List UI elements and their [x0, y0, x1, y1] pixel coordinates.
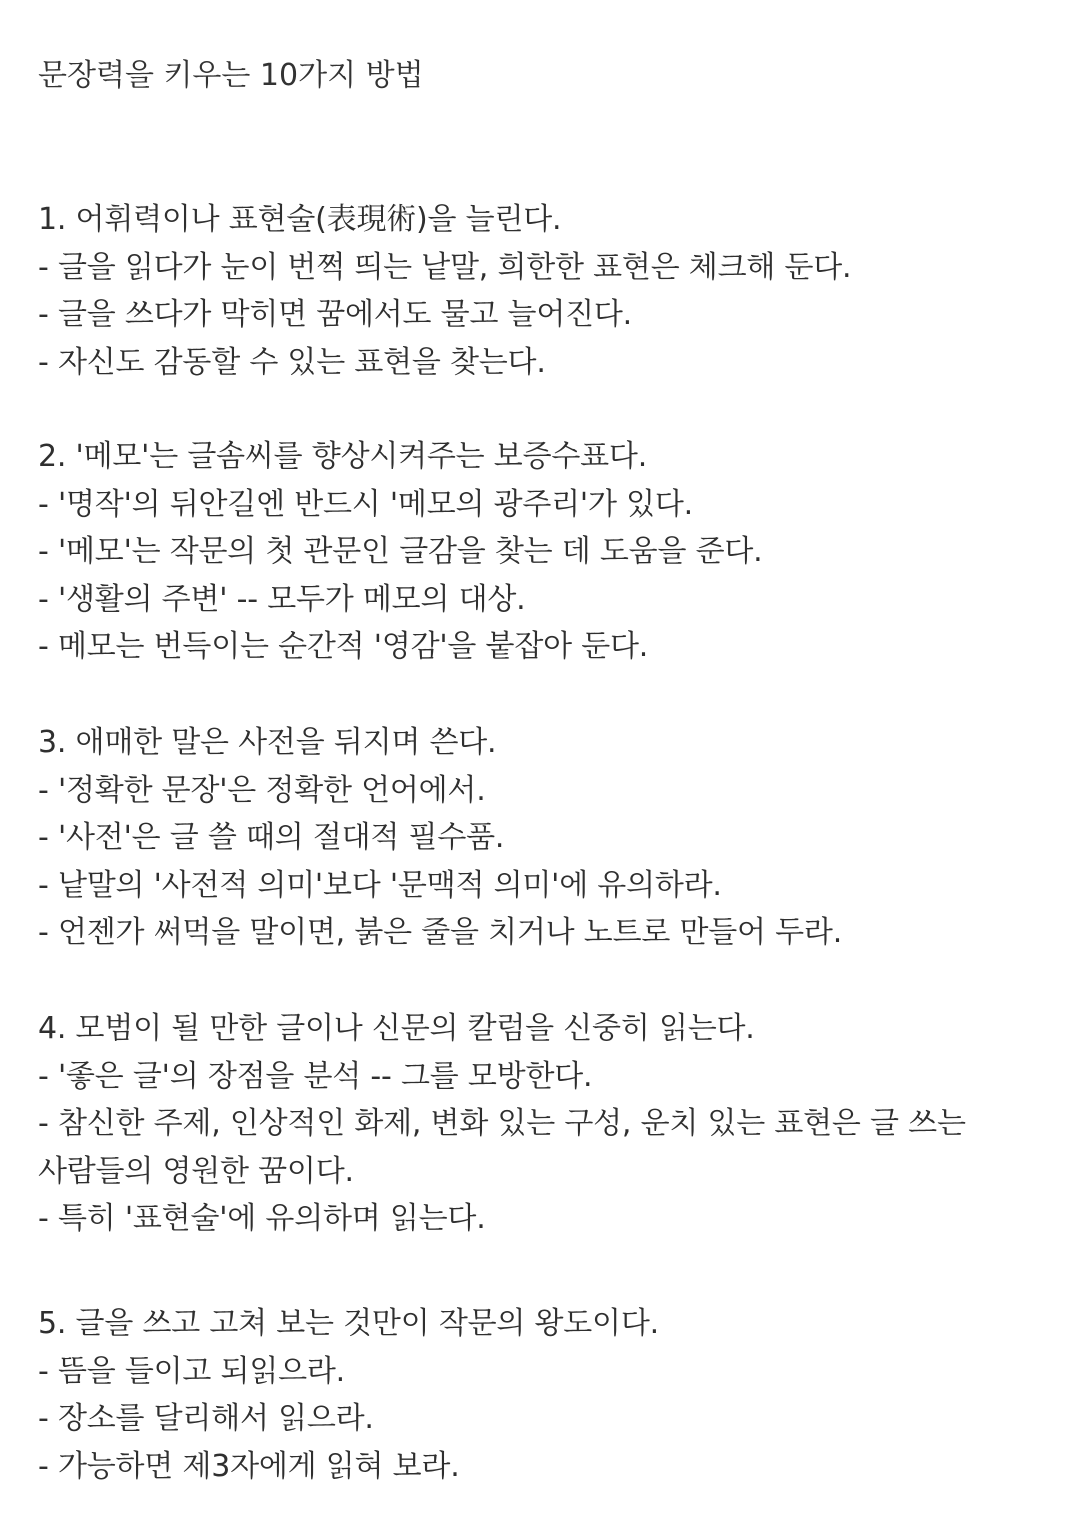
list-item: - 특히 '표현술'에 유의하며 읽는다. [38, 1201, 486, 1236]
section-heading: 4. 모범이 될 만한 글이나 신문의 칼럼을 신중히 읽는다. [38, 1011, 755, 1046]
section-2 [38, 433, 1048, 671]
list-item: - '정확한 문장'은 정확한 언어에서. [38, 772, 486, 808]
section-3 [38, 719, 1048, 957]
list-item: - 장소를 달리해서 읽으라. [38, 1401, 374, 1436]
section-heading: 1. 어휘력이나 표현술(表現術)을 늘린다. [38, 202, 562, 237]
section-heading: 5. 글을 쓰고 고쳐 보는 것만이 작문의 왕도이다. [38, 1306, 659, 1341]
list-item: - 참신한 주제, 인상적인 화제, 변화 있는 구성, 운치 있는 표현은 글 쓰는 [38, 1106, 966, 1141]
list-item: - 낱말의 '사전적 의미'보다 '문맥적 의미'에 유의하라. [38, 867, 722, 903]
list-item: - 메모는 번득이는 순간적 '영감'을 붙잡아 둔다. [38, 629, 649, 664]
list-item: - 언젠가 써먹을 말이면, 붉은 줄을 치거나 노트로 만들어 두라. [38, 915, 843, 950]
section-5 [38, 1300, 1048, 1490]
list-item: - 가능하면 제3자에게 읽혀 보라. [38, 1448, 460, 1484]
list-item: - 글을 읽다가 눈이 번쩍 띄는 낱말, 희한한 표현은 체크해 둔다. [38, 249, 852, 285]
list-item: - '사전'은 글 쓸 때의 절대적 필수품. [38, 820, 505, 855]
list-item: - '좋은 글'의 장점을 분석 -- 그를 모방한다. [38, 1058, 593, 1094]
list-item-continuation: 사람들의 영원한 꿈이다. [38, 1153, 354, 1189]
list-item: - 글을 쓰다가 막히면 꿈에서도 물고 늘어진다. [38, 297, 633, 332]
list-item: - 자신도 감동할 수 있는 표현을 찾는다. [38, 344, 546, 380]
section-1 [38, 196, 1048, 386]
list-item: - '메모'는 작문의 첫 관문인 글감을 찾는 데 도움을 준다. [38, 534, 763, 569]
list-item: - '명작'의 뒤안길엔 반드시 '메모의 광주리'가 있다. [38, 486, 693, 522]
list-item: - 뜸을 들이고 되읽으라. [38, 1353, 345, 1389]
section-heading: 2. '메모'는 글솜씨를 향상시켜주는 보증수표다. [38, 439, 648, 474]
section-heading: 3. 애매한 말은 사전을 뒤지며 쓴다. [38, 725, 497, 760]
section-4 [38, 1005, 1048, 1243]
document-title: 문장력을 키우는 10가지 방법 [38, 58, 424, 93]
list-item: - '생활의 주변' -- 모두가 메모의 대상. [38, 581, 526, 617]
